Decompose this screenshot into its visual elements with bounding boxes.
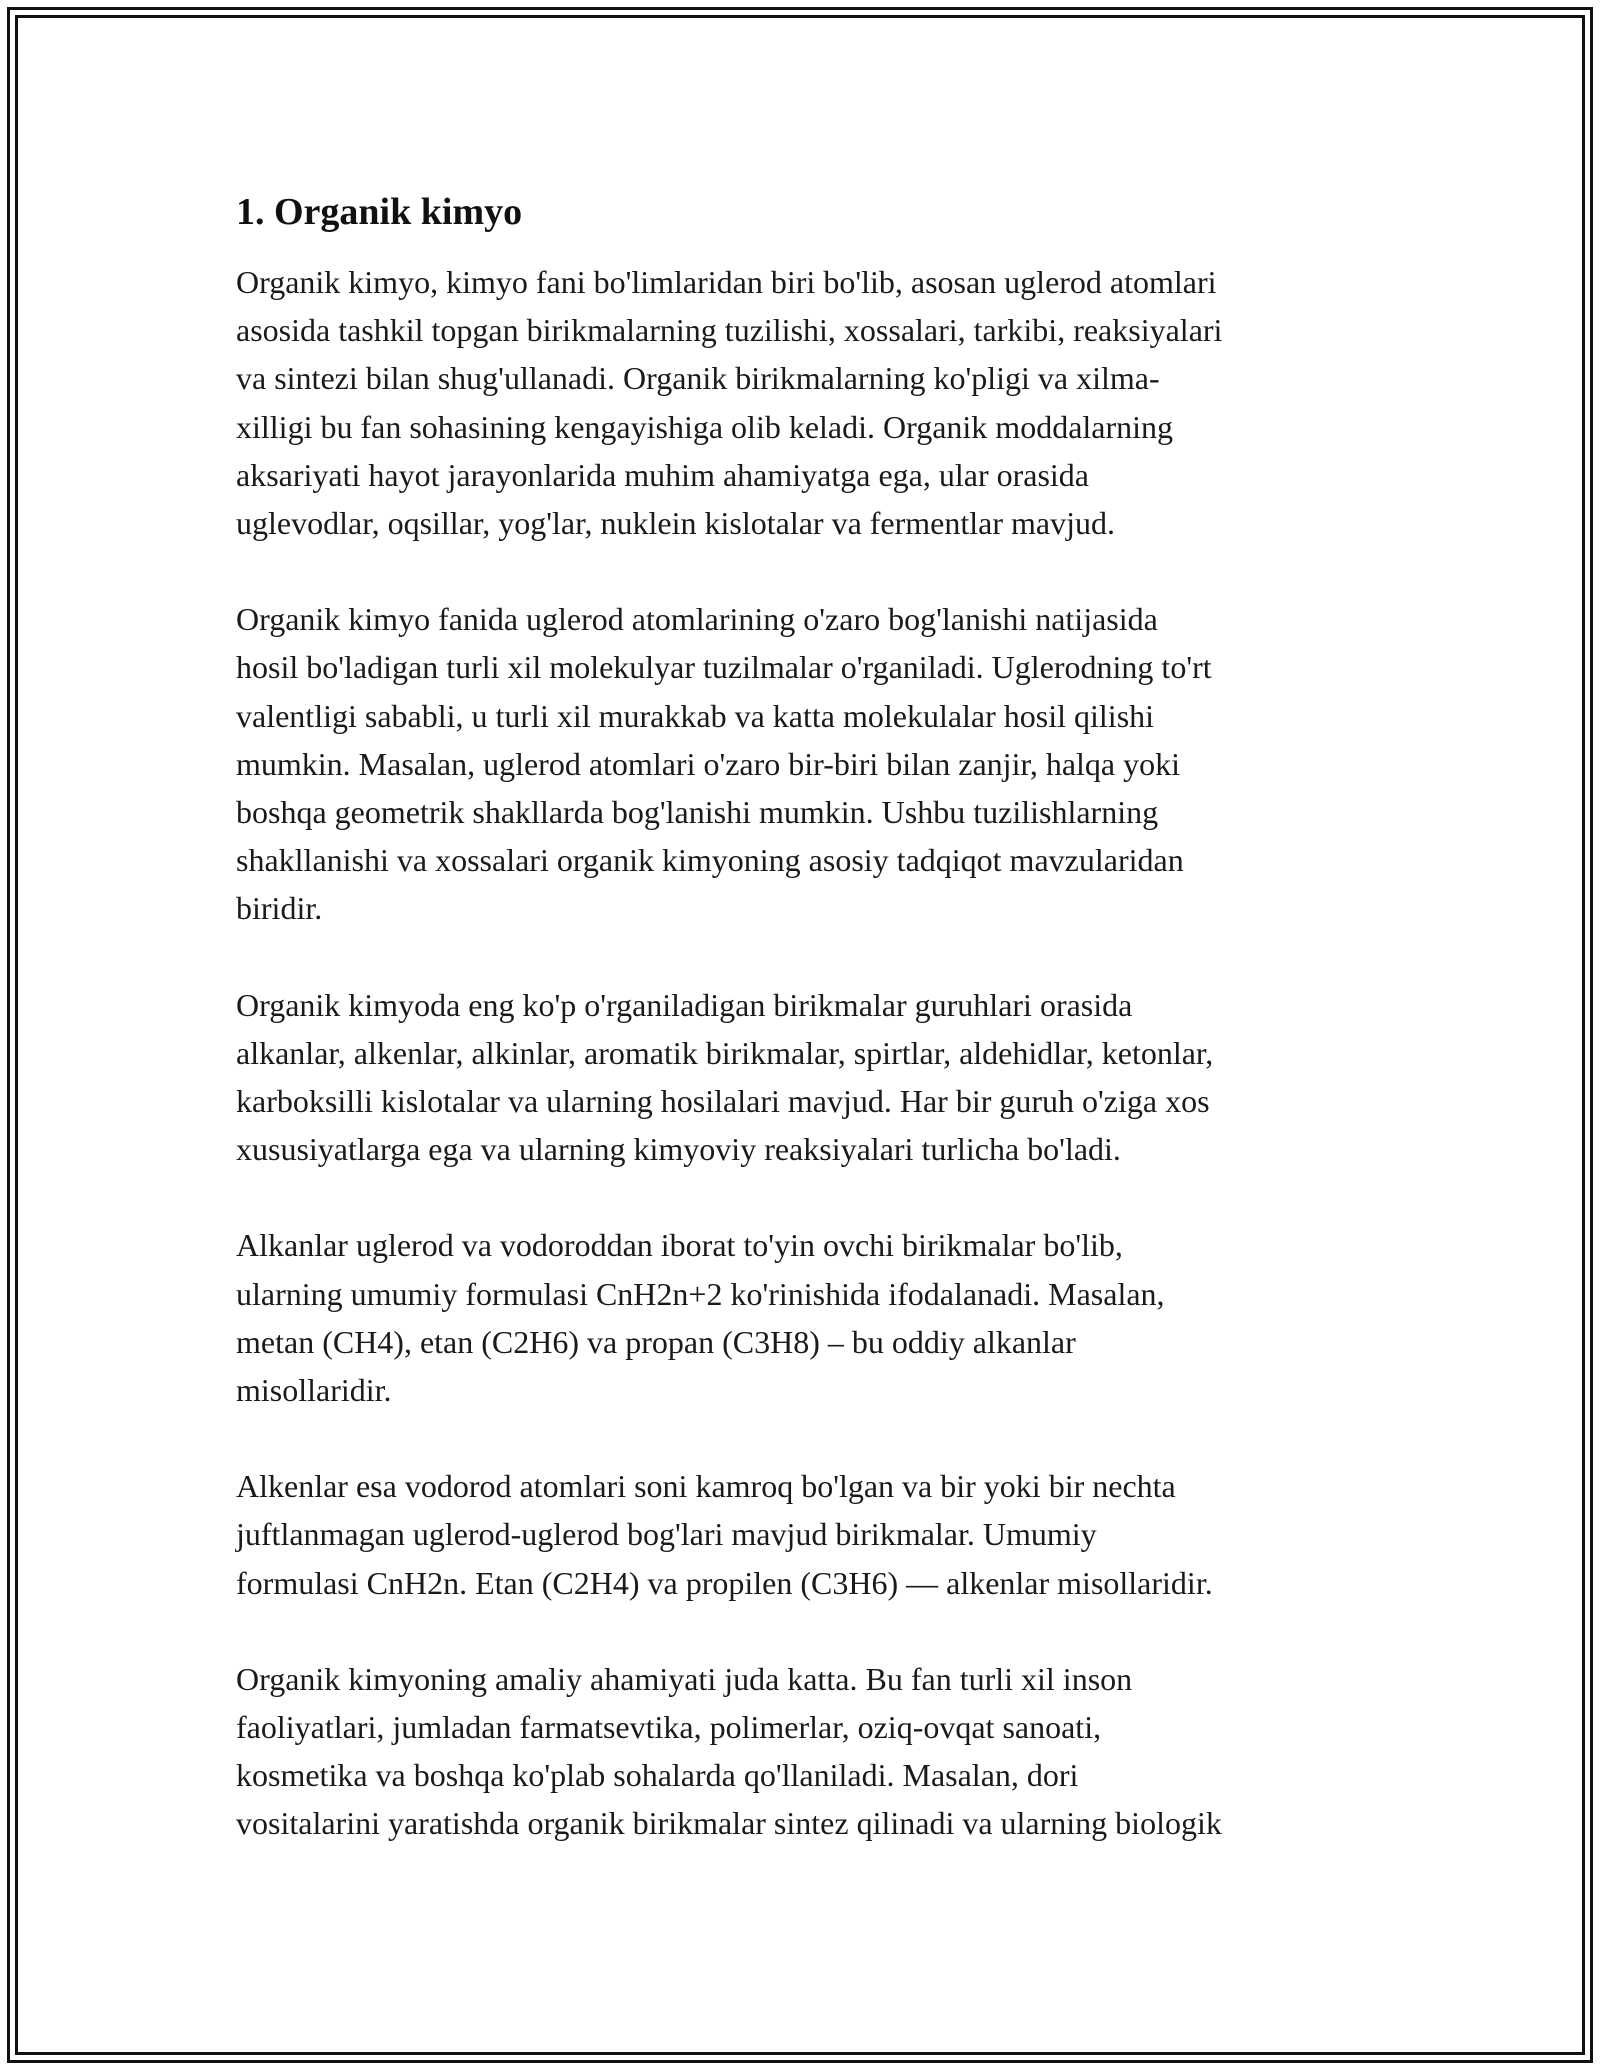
paragraph-6: Organik kimyoning amaliy ahamiyati juda katta. Bu fan turli xil inson faoliyatlari, jumladan farmatsevtika, polimerlar, oziq-ovqat sanoati, kosmetika va boshqa ko'plab sohalarda qo'llaniladi. Masalan, dori vositalarini yaratishda organik birikmalar sintez qilinadi va ularning biologik (236, 1660, 1222, 1842)
document-page (236, 186, 1386, 1896)
paragraph-4: Alkanlar uglerod va vodoroddan iborat to'yin ovchi birikmalar bo'lib, ularning umumiy formulasi CnH2n+2 ko'rinishida ifodalanadi. Masalan, metan (CH4), etan (C2H6) va propan (C3H8) – bu oddiy alkanlar misollaridir. (236, 1227, 1165, 1409)
paragraph-5: Alkenlar esa vodorod atomlari soni kamroq bo'lgan va bir yoki bir nechta juftlanmagan uglerod-uglerod bog'lari mavjud birikmalar. Umumiy formulasi CnH2n. Etan (C2H4) va propilen (C3H6) — alkenlar misollaridir. (236, 1468, 1213, 1601)
paragraph-2: Organik kimyo fanida uglerod atomlarining o'zaro bog'lanishi natijasida hosil bo'ladigan turli xil molekulyar tuzilmalar o'rganiladi. Uglerodning to'rt valentligi sababli, u turli xil murakkab va katta molekulalar hosil qilishi mumkin. Masalan, uglerod atomlari o'zaro bir-biri bilan zanjir, halqa yoki boshqa geometrik shakllarda bog'lanishi mumkin. Ushbu tuzilishlarning shakllanishi va xossalari organik kimyoning asosiy tadqiqot mavzularidan biridir. (236, 601, 1212, 927)
paragraph-1: Organik kimyo, kimyo fani bo'limlaridan biri bo'lib, asosan uglerod atomlari asosida tashkil topgan birikmalarning tuzilishi, xossalari, tarkibi, reaksiyalari va sintezi bilan shug'ullanadi. Organik birikmalarning ko'pligi va xilma- xilligi bu fan sohasining kengayishiga olib keladi. Organik moddalarning aksariyati hayot jarayonlarida muhim ahamiyatga ega, ular orasida uglevodlar, oqsillar, yog'lar, nuklein kislotalar va fermentlar mavjud. (236, 264, 1223, 542)
paragraph-3: Organik kimyoda eng ko'p o'rganiladigan birikmalar guruhlari orasida alkanlar, alkenlar, alkinlar, aromatik birikmalar, spirtlar, aldehidlar, ketonlar, karboksilli kislotalar va ularning hosilalari mavjud. Har bir guruh o'ziga xos xususiyatlarga ega va ularning kimyoviy reaksiyalari turlicha bo'ladi. (236, 986, 1214, 1168)
document-body (236, 258, 1386, 1848)
section-heading: 1. Organik kimyo (236, 191, 523, 233)
